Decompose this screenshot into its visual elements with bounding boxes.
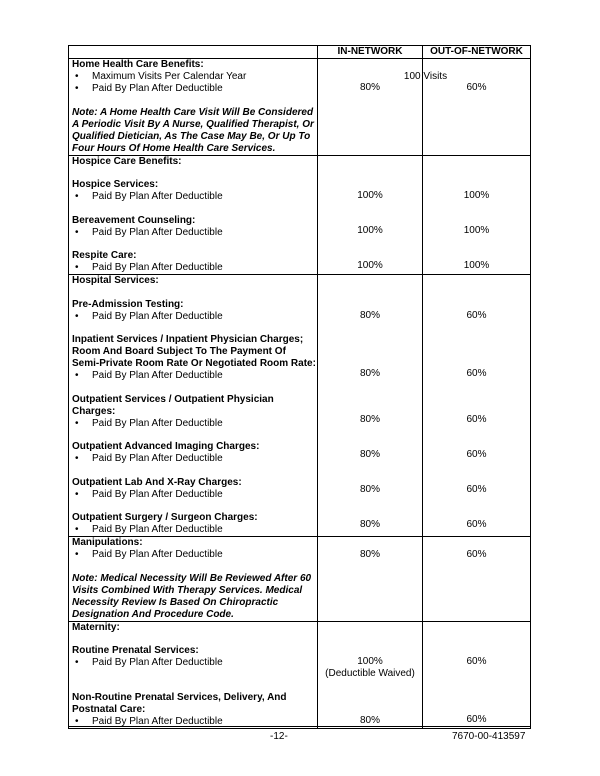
header-row (69, 46, 531, 59)
lab-label: • Paid By Plan After Deductible (72, 489, 314, 501)
outpatient-in: 80% (359, 414, 380, 425)
home-health-max-visits-label: • Maximum Visits Per Calendar Year (72, 71, 314, 83)
hospice-out-network (423, 155, 531, 275)
nonroutine-title-2: Postnatal Care: (72, 704, 146, 715)
manipulations-desc (69, 537, 318, 622)
outpatient-title-2: Charges: (72, 405, 116, 417)
inpatient-title-2: Room And Board Subject To The Payment Of (72, 346, 286, 357)
hospice-section (69, 155, 531, 275)
manipulations-label: • Paid By Plan After Deductible (72, 549, 314, 561)
lab-in: 80% (359, 484, 380, 495)
preadmission-out: 60% (466, 309, 487, 321)
inpatient-title-1: Inpatient Services / Inpatient Physician Charges; (72, 334, 304, 345)
home-health-paid-label: • Paid By Plan After Deductible (72, 83, 314, 95)
document-code: 7670-00-413597 (452, 731, 526, 742)
footer-divider (68, 726, 530, 727)
surgery-out: 60% (466, 519, 487, 530)
nonroutine-out: 60% (466, 714, 487, 725)
respite-label: • Paid By Plan After Deductible (72, 262, 314, 274)
bereavement-in: 100% (357, 225, 383, 236)
header-in-network: IN-NETWORK (318, 46, 423, 59)
maternity-section (69, 621, 531, 729)
page-number: -12- (270, 731, 288, 742)
maternity-in-network (318, 621, 423, 729)
imaging-in: 80% (359, 449, 380, 460)
preadmission-in: 80% (359, 309, 380, 321)
home-health-paid-out: 60% (466, 82, 487, 93)
manipulations-in: 80% (359, 548, 380, 560)
maternity-desc (69, 621, 318, 729)
inpatient-in: 80% (359, 367, 380, 379)
home-health-max-visits-value: 100 Visits (403, 70, 448, 82)
routine-prenatal-in: 100% (357, 656, 383, 667)
routine-prenatal-title: Routine Prenatal Services: (72, 645, 199, 656)
respite-title: Respite Care: (72, 250, 137, 261)
outpatient-title-1: Outpatient Services / Outpatient Physician (72, 393, 274, 405)
preadmission-title: Pre-Admission Testing: (72, 298, 184, 310)
hospice-services-title: Hospice Services: (72, 179, 159, 190)
surgery-in: 80% (359, 519, 380, 530)
home-health-paid-in: 80% (359, 82, 380, 93)
manipulations-in-network (318, 537, 423, 622)
bereavement-title: Bereavement Counseling: (72, 214, 196, 226)
outpatient-out: 60% (466, 414, 487, 425)
home-health-desc (69, 59, 318, 156)
hospital-in-network (318, 275, 423, 537)
imaging-out: 60% (466, 449, 487, 460)
surgery-label: • Paid By Plan After Deductible (72, 524, 314, 536)
nonroutine-label: • Paid By Plan After Deductible (72, 716, 314, 728)
nonroutine-in: 80% (359, 714, 380, 726)
hospice-services-in: 100% (357, 190, 383, 201)
benefits-table (68, 45, 531, 729)
hospice-title: Hospice Care Benefits: (72, 155, 182, 167)
inpatient-label: • Paid By Plan After Deductible (72, 370, 314, 382)
bereavement-label: • Paid By Plan After Deductible (72, 227, 314, 239)
home-health-title: Home Health Care Benefits: (72, 59, 204, 70)
inpatient-title-3: Semi-Private Room Rate Or Negotiated Room Rate: (72, 358, 316, 369)
lab-out: 60% (466, 484, 487, 495)
home-health-note: Note: A Home Health Care Visit Will Be Considered A Periodic Visit By A Nurse, Qualified Therapist, Or Qualified Dietician, As The Case May Be, Or Up To Four Hours Of Home Health Care Services. (72, 106, 314, 154)
hospital-desc (69, 275, 318, 537)
nonroutine-title-1: Non-Routine Prenatal Services, Delivery, And (72, 692, 287, 703)
lab-title: Outpatient Lab And X-Ray Charges: (72, 476, 242, 488)
outpatient-label: • Paid By Plan After Deductible (72, 418, 314, 430)
manipulations-title: Manipulations: (72, 537, 143, 548)
maternity-out-network (423, 621, 531, 729)
header-out-of-network: OUT-OF-NETWORK (423, 46, 531, 59)
routine-prenatal-in-sub: (Deductible Waived) (325, 668, 415, 679)
inpatient-out: 60% (466, 367, 487, 379)
preadmission-label: • Paid By Plan After Deductible (72, 311, 314, 323)
surgery-title: Outpatient Surgery / Surgeon Charges: (72, 512, 258, 523)
bereavement-out: 100% (463, 225, 490, 236)
hospice-desc (69, 155, 318, 275)
imaging-title: Outpatient Advanced Imaging Charges: (72, 441, 260, 452)
routine-prenatal-label: • Paid By Plan After Deductible (72, 657, 314, 669)
manipulations-out: 60% (466, 548, 487, 560)
hospital-out-network (423, 275, 531, 537)
hospice-services-out: 100% (463, 190, 490, 201)
hospital-title: Hospital Services: (72, 275, 159, 286)
manipulations-note: Note: Medical Necessity Will Be Reviewed After 60 Visits Combined With Therapy Services. Medical Necessity Review Is Based On Chiropractic Designation And Procedure Code. (72, 572, 312, 620)
hospital-section (69, 275, 531, 537)
routine-prenatal-out: 60% (466, 656, 487, 667)
manipulations-section (69, 537, 531, 622)
home-health-section (69, 59, 531, 156)
home-health-in-network (318, 59, 448, 156)
imaging-label: • Paid By Plan After Deductible (72, 453, 314, 465)
header-description (69, 46, 318, 59)
respite-out: 100% (463, 260, 490, 271)
hospice-in-network (318, 155, 423, 275)
respite-in: 100% (357, 260, 383, 271)
manipulations-out-network (423, 537, 531, 622)
hospice-services-label: • Paid By Plan After Deductible (72, 191, 314, 203)
maternity-title: Maternity: (72, 621, 120, 633)
